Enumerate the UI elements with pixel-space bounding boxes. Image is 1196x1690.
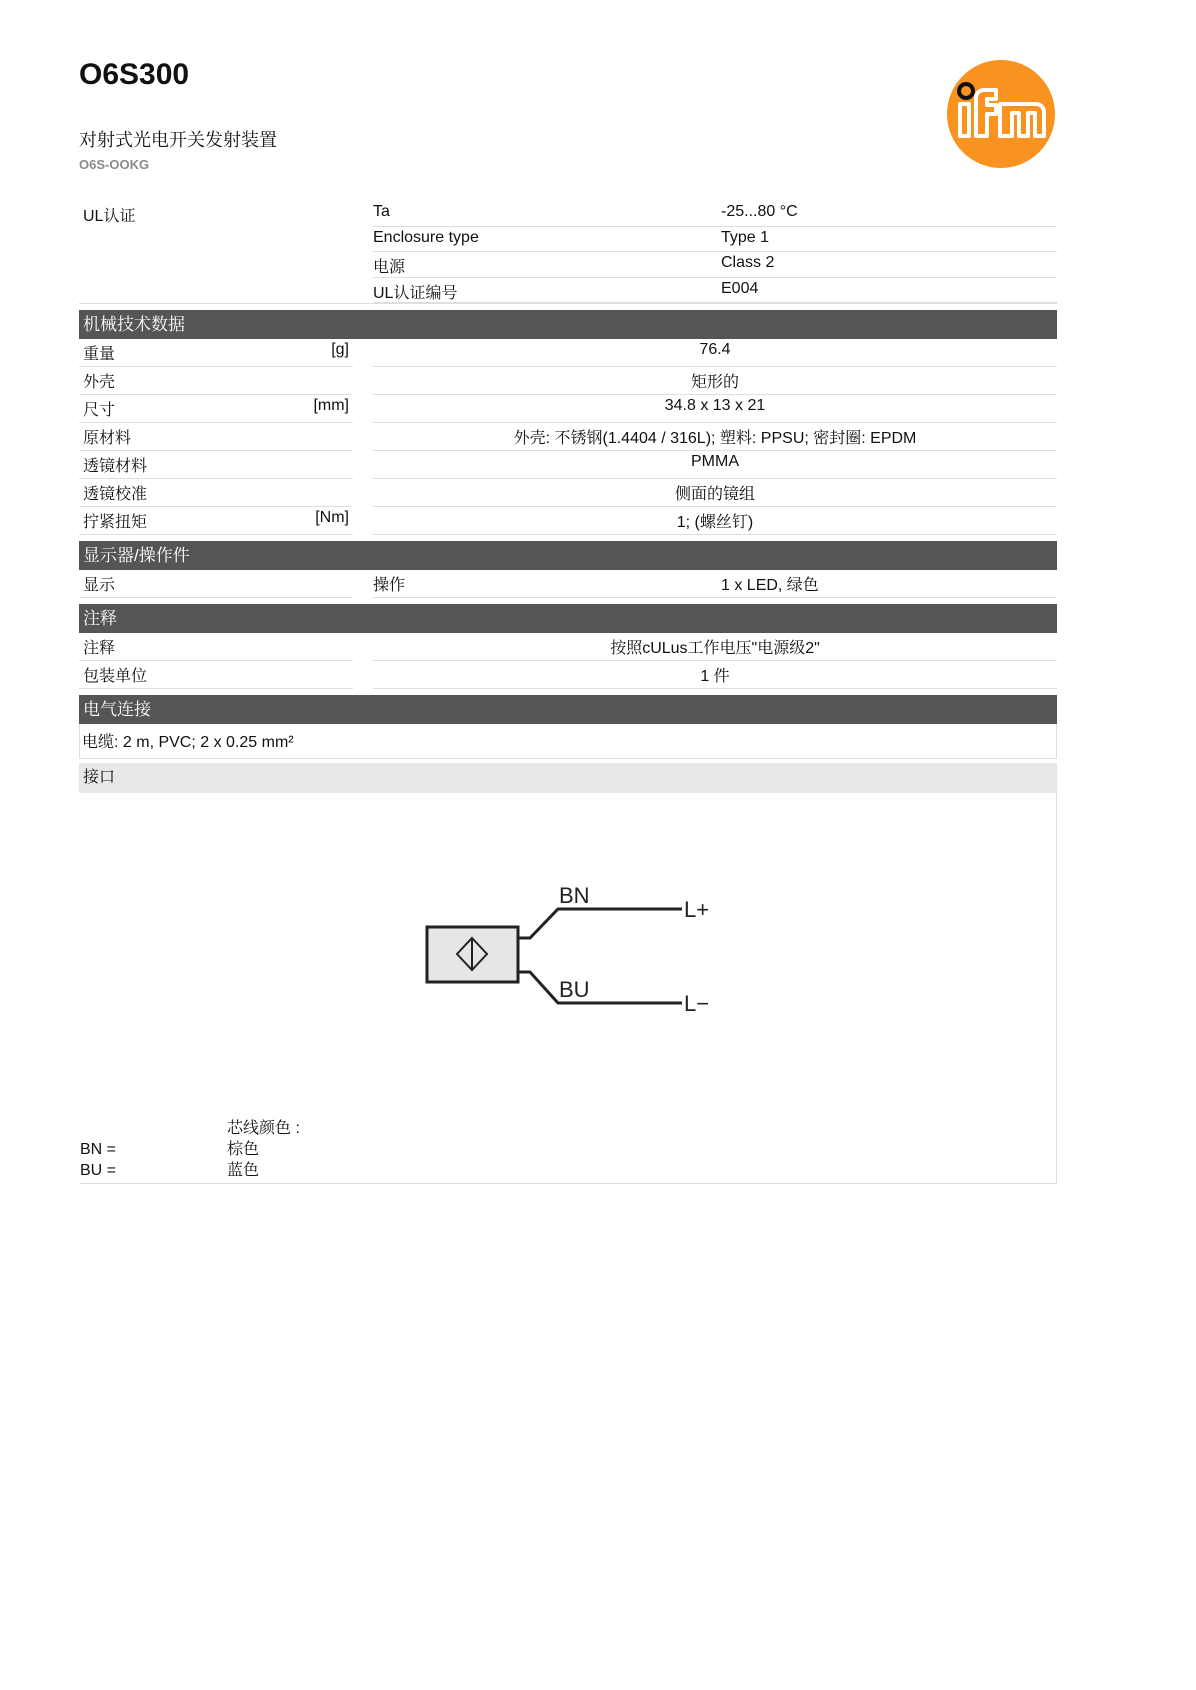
legend-color: 蓝色: [227, 1162, 260, 1179]
ul-section: [79, 201, 1057, 304]
section-notes: 注释: [79, 604, 1057, 633]
spec-value: 矩形的: [373, 367, 1057, 395]
wire-bn: [518, 909, 682, 938]
spec-row: [79, 367, 1057, 395]
spec-unit: [mm]: [313, 397, 349, 414]
display-label: 显示: [79, 570, 353, 598]
wire-bn-label: BN: [559, 883, 590, 908]
ul-value: E004: [717, 278, 1057, 304]
product-code: O6S-OOKG: [79, 157, 150, 172]
notes-label: 包装单位: [79, 661, 353, 689]
spec-value: 76.4: [373, 339, 1057, 367]
spec-label: 外壳: [83, 374, 116, 391]
spec-value: PMMA: [373, 451, 1057, 479]
spec-label: 尺寸: [83, 402, 116, 419]
interface-heading: 接口: [79, 763, 1057, 793]
wiring-diagram: [420, 878, 720, 1018]
section-electrical: 电气连接: [79, 695, 1057, 724]
terminal-lminus-label: L−: [684, 991, 710, 1016]
wiring-diagram-panel: [79, 793, 1057, 1184]
wire-color-legend: [80, 1118, 300, 1181]
legend-color: 棕色: [227, 1141, 260, 1158]
ul-key: 电源: [373, 252, 717, 278]
spec-label: 透镜材料: [83, 458, 148, 475]
section-mechanical: 机械技术数据: [79, 310, 1057, 339]
ul-label: UL认证: [83, 208, 136, 225]
wire-bu: [518, 972, 682, 1003]
display-value: 1 x LED, 绿色: [717, 570, 1057, 598]
ul-value: Class 2: [717, 252, 1057, 278]
terminal-lplus-label: L+: [684, 897, 710, 922]
notes-value: 按照cULus工作电压"电源级2": [373, 633, 1057, 661]
display-key: 操作: [373, 570, 717, 598]
ul-row-ta: [373, 201, 1057, 227]
ul-key: Enclosure type: [373, 227, 717, 253]
ul-row-power: [373, 252, 1057, 278]
spec-row: [79, 339, 1057, 367]
spec-value: 外壳: 不锈钢(1.4404 / 316L); 塑料: PPSU; 密封圈: EPDM: [373, 423, 1057, 451]
legend-code: BU =: [80, 1162, 117, 1179]
ul-value: -25...80 °C: [717, 201, 1057, 227]
product-subtitle: 对射式光电开关发射装置: [79, 130, 277, 150]
spec-unit: [g]: [331, 341, 349, 358]
legend-heading: 芯线颜色 :: [227, 1120, 300, 1137]
wire-bu-label: BU: [559, 977, 590, 1002]
spec-value: 1; (螺丝钉): [373, 507, 1057, 535]
spec-row: [79, 395, 1057, 423]
spec-value: 34.8 x 13 x 21: [373, 395, 1057, 423]
ul-row-enclosure: [373, 227, 1057, 253]
ul-key: UL认证编号: [373, 278, 717, 304]
spec-row: [79, 451, 1057, 479]
notes-row: [79, 661, 1057, 689]
spec-label: 重量: [83, 346, 116, 363]
cable-spec: 电缆: 2 m, PVC; 2 x 0.25 mm²: [79, 724, 1057, 759]
spec-row: [79, 507, 1057, 535]
notes-label: 注释: [79, 633, 353, 661]
product-title: O6S300: [79, 58, 190, 91]
spec-row: [79, 423, 1057, 451]
ifm-logo-icon: [945, 58, 1057, 170]
legend-code: BN =: [80, 1141, 117, 1158]
notes-row: [79, 633, 1057, 661]
spec-unit: [Nm]: [315, 509, 349, 526]
datasheet-content: [79, 201, 1057, 1184]
spec-row: [79, 479, 1057, 507]
ul-value: Type 1: [717, 227, 1057, 253]
spec-label: 原材料: [83, 430, 132, 447]
ul-key: Ta: [373, 201, 717, 227]
spec-label: 透镜校准: [83, 486, 148, 503]
notes-value: 1 件: [373, 661, 1057, 689]
spec-label: 拧紧扭矩: [83, 514, 148, 531]
ul-row-number: [373, 278, 1057, 304]
section-display: 显示器/操作件: [79, 541, 1057, 570]
display-row: [79, 570, 1057, 598]
spec-value: 侧面的镜组: [373, 479, 1057, 507]
ul-table: [373, 201, 1057, 303]
